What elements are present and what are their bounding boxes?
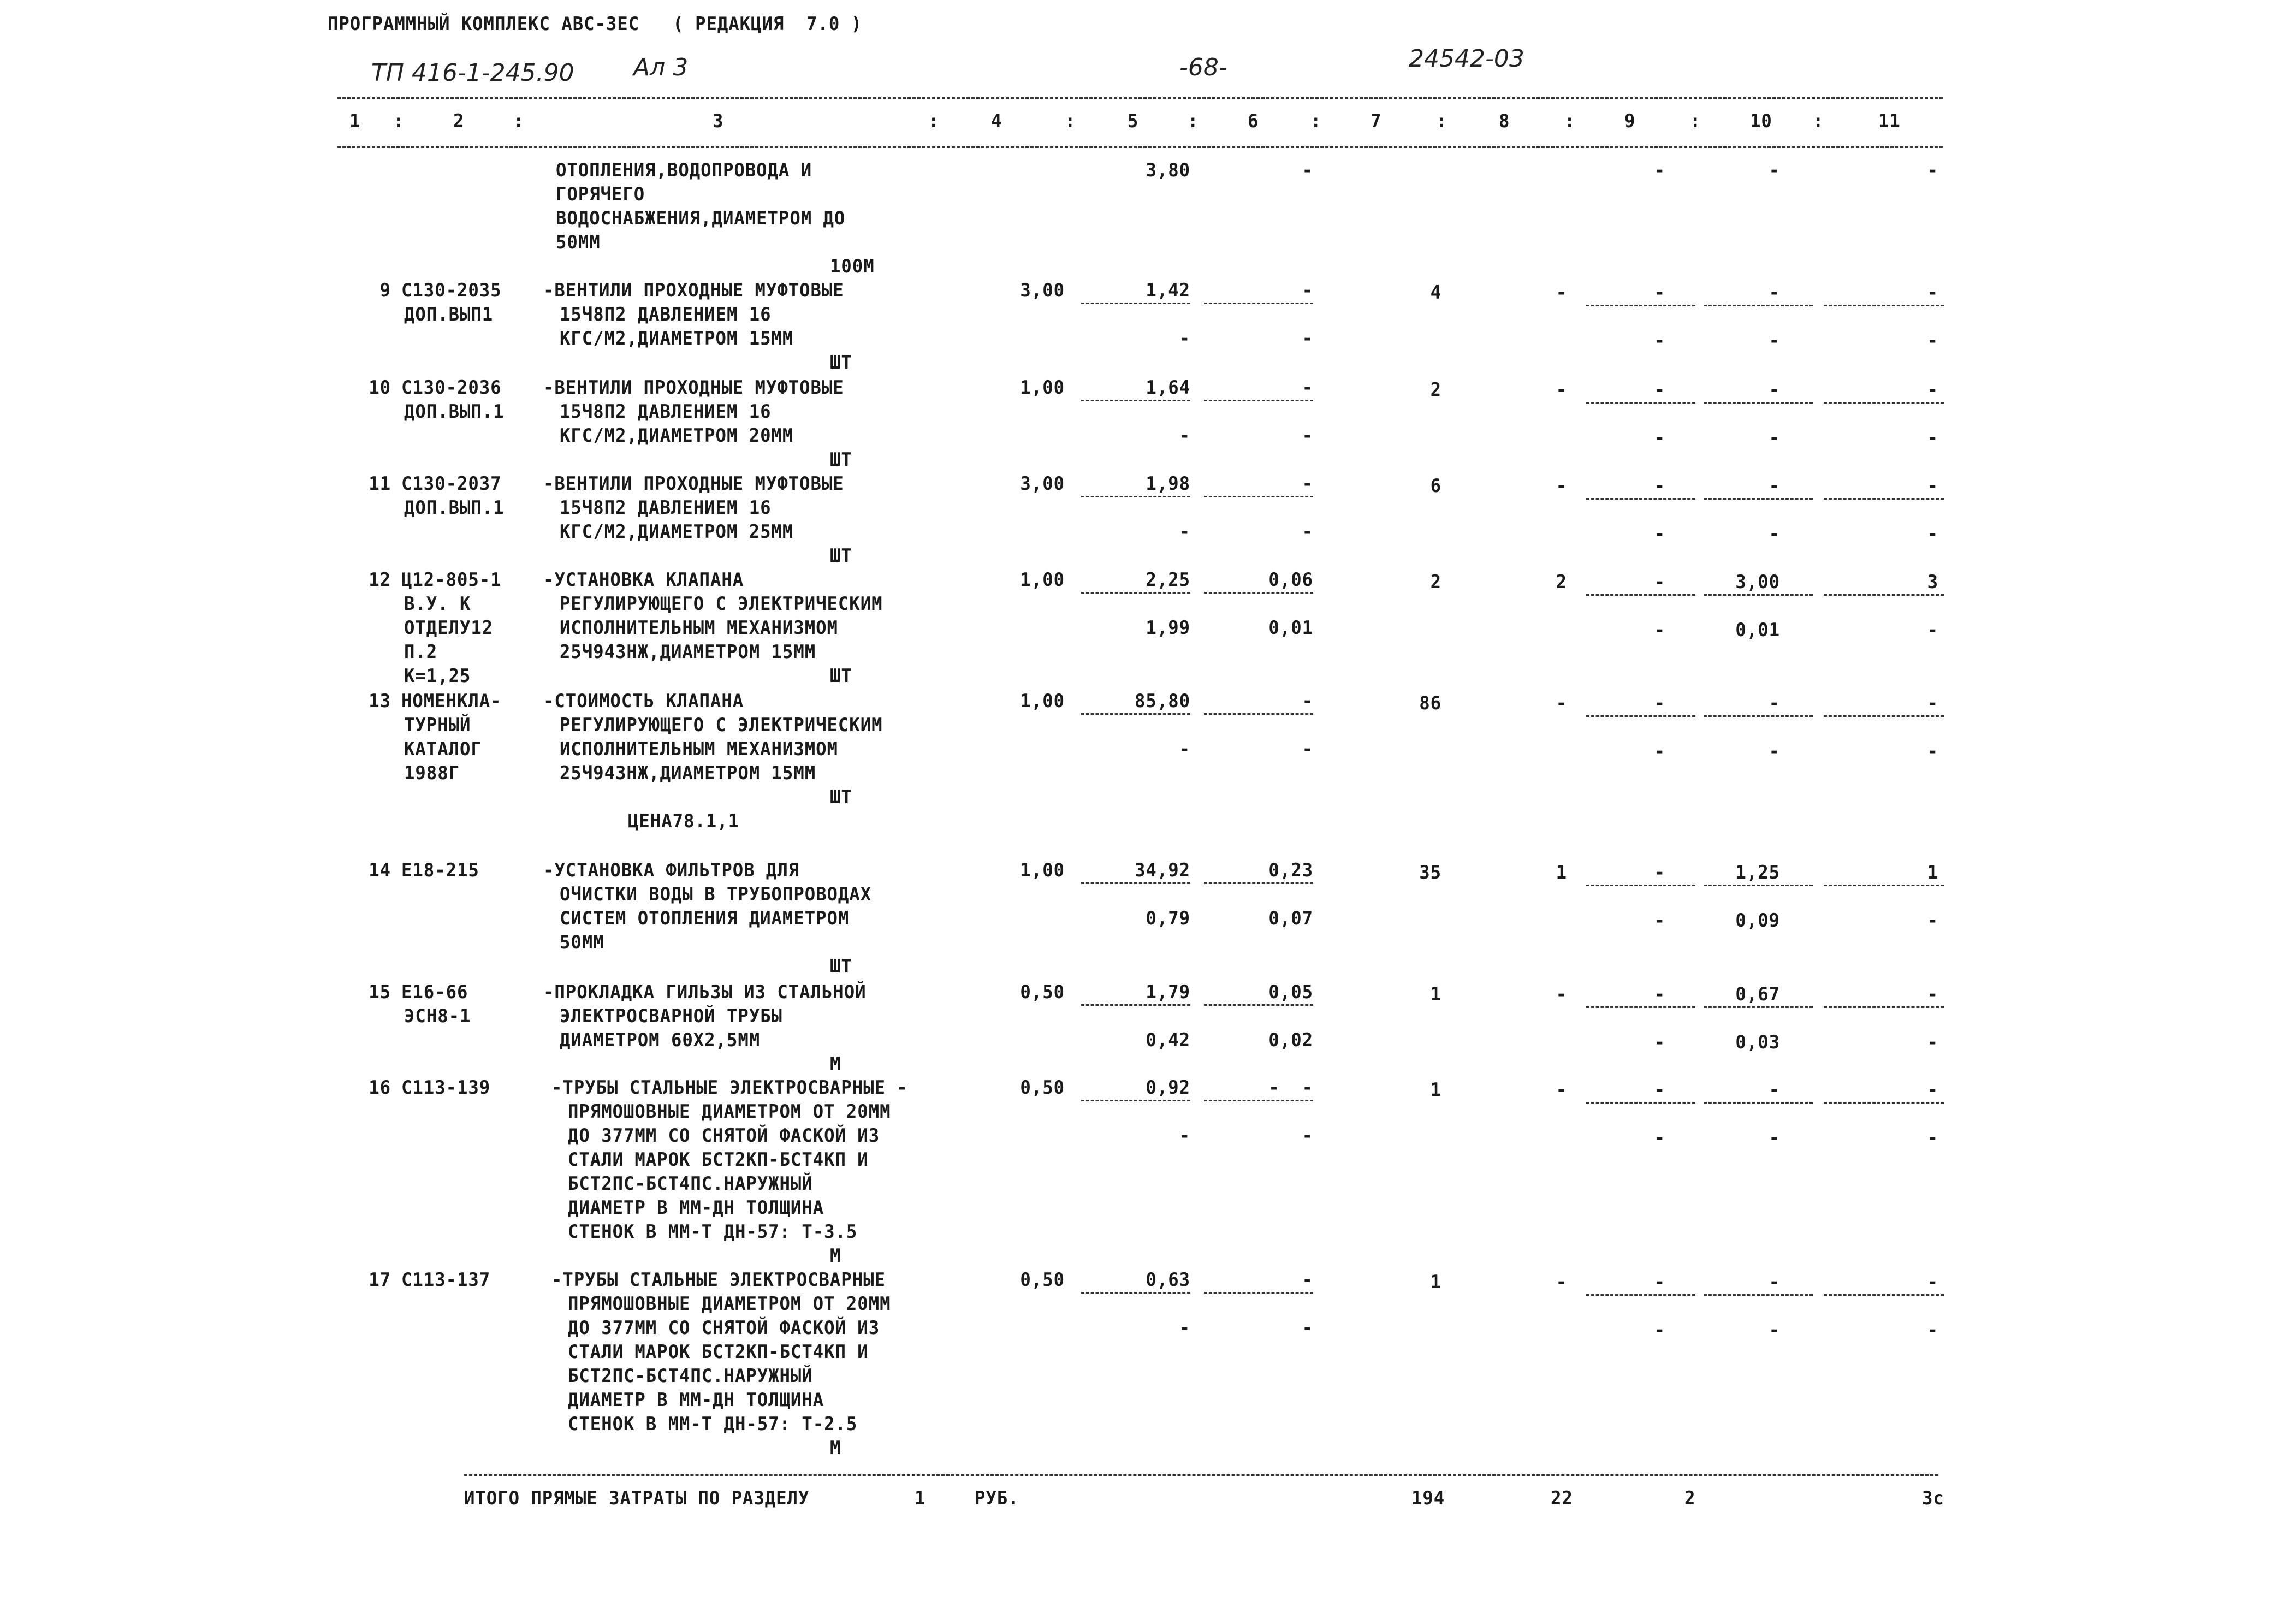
value-col11-sub: - xyxy=(1927,523,1938,545)
sub-rule xyxy=(1204,592,1313,594)
value-col10-sub: - xyxy=(1769,740,1780,762)
rate-code-line: К=1,25 xyxy=(404,665,471,687)
value-col10-sub: 0,03 xyxy=(1735,1031,1780,1053)
sub-rule xyxy=(1586,402,1695,404)
description-line: -УСТАНОВКА ФИЛЬТРОВ ДЛЯ xyxy=(543,859,800,881)
sub-rule xyxy=(1704,402,1813,404)
value-col6-sub: - xyxy=(1302,1317,1313,1339)
description-line: 50ММ xyxy=(556,232,601,253)
rate-code-line: 1988Г xyxy=(404,762,460,784)
value-col10-sub: 0,01 xyxy=(1735,619,1780,641)
total-section: 1 xyxy=(915,1487,926,1509)
value-col7: 86 xyxy=(1419,692,1441,714)
sub-rule xyxy=(1081,1100,1190,1101)
description-line: 25Ч943НЖ,ДИАМЕТРОМ 15ММ xyxy=(560,641,816,663)
column-separator: : xyxy=(393,110,405,132)
sub-rule xyxy=(1204,400,1313,401)
sub-rule xyxy=(1081,1292,1190,1294)
value-col8: - xyxy=(1556,1079,1567,1101)
rate-code: Ц12-805-1 xyxy=(401,569,502,591)
value-col9: - xyxy=(1654,1271,1665,1293)
rate-code-line: ОТДЕЛУ12 xyxy=(404,617,494,639)
value-col5-sub: 0,42 xyxy=(1146,1029,1190,1051)
description-line: СТЕНОК В ММ-Т ДН-57: Т-3.5 xyxy=(568,1221,858,1243)
description-line: РЕГУЛИРУЮЩЕГО С ЭЛЕКТРИЧЕСКИМ xyxy=(560,593,883,615)
value-col11: - xyxy=(1927,282,1938,304)
description-line: 25Ч943НЖ,ДИАМЕТРОМ 15ММ xyxy=(560,762,816,784)
value-col9-sub: - xyxy=(1654,619,1665,641)
sub-rule xyxy=(1704,498,1813,500)
total-col7: 194 xyxy=(1411,1487,1445,1509)
value-col5-sub: 0,79 xyxy=(1146,908,1190,929)
value-col7: 1 xyxy=(1430,1079,1441,1101)
column-number: 2 xyxy=(453,110,465,132)
value-col4: 1,00 xyxy=(1020,377,1065,399)
description-line: ДО 377ММ СО СНЯТОЙ ФАСКОЙ ИЗ xyxy=(568,1317,880,1339)
value-col5: 3,80 xyxy=(1146,159,1190,181)
total-rule xyxy=(464,1474,1938,1476)
value-col5: 85,80 xyxy=(1135,690,1190,712)
value-col8: 2 xyxy=(1556,571,1567,593)
rate-code: С130-2037 xyxy=(401,473,502,495)
value-col6: - - xyxy=(1268,1077,1313,1099)
value-col5-sub: - xyxy=(1179,328,1190,349)
rate-code: Е18-215 xyxy=(401,859,479,881)
description-line: ДИАМЕТР В ММ-ДН ТОЛЩИНА xyxy=(568,1389,824,1411)
value-col11: - xyxy=(1927,1271,1938,1293)
value-col10: - xyxy=(1769,1271,1780,1293)
description-line: РЕГУЛИРУЮЩЕГО С ЭЛЕКТРИЧЕСКИМ xyxy=(560,714,883,736)
value-col9: - xyxy=(1654,379,1665,401)
rate-code: НОМЕНКЛА- xyxy=(401,690,502,712)
description-line: ДИАМЕТР В ММ-ДН ТОЛЩИНА xyxy=(568,1197,824,1219)
sub-rule xyxy=(1704,1102,1813,1104)
column-separator: : xyxy=(1065,110,1076,132)
column-number: 3 xyxy=(713,110,724,132)
value-col5: 1,42 xyxy=(1146,280,1190,301)
value-col11-sub: - xyxy=(1927,910,1938,932)
sub-rule xyxy=(1586,594,1695,596)
value-col9-sub: - xyxy=(1654,427,1665,449)
header-top-rule xyxy=(337,97,1943,99)
sub-rule xyxy=(1704,715,1813,717)
value-col9-sub: - xyxy=(1654,523,1665,545)
rate-code-line: ТУРНЫЙ xyxy=(404,714,471,736)
column-number: 6 xyxy=(1248,110,1259,132)
value-col11-sub: - xyxy=(1927,619,1938,641)
sub-rule xyxy=(1081,1004,1190,1006)
description-line: 50ММ xyxy=(560,932,604,953)
value-col4: 1,00 xyxy=(1020,569,1065,591)
row-number: 12 xyxy=(369,569,391,591)
value-col10: - xyxy=(1769,379,1780,401)
description-line: -ВЕНТИЛИ ПРОХОДНЫЕ МУФТОВЫЕ xyxy=(543,377,844,399)
sub-rule xyxy=(1081,400,1190,401)
sub-rule xyxy=(1081,496,1190,497)
rate-code-line: ЭСН8-1 xyxy=(404,1005,471,1027)
description-line: БСТ2ПС-БСТ4ПС.НАРУЖНЫЙ xyxy=(568,1365,813,1387)
description-line: 15Ч8П2 ДАВЛЕНИЕМ 16 xyxy=(560,304,772,325)
value-col9: - xyxy=(1654,159,1665,181)
sub-rule xyxy=(1704,885,1813,886)
value-col9-sub: - xyxy=(1654,1319,1665,1341)
value-col5-sub: - xyxy=(1179,1125,1190,1147)
value-col9: - xyxy=(1654,862,1665,883)
total-col8: 22 xyxy=(1551,1487,1573,1509)
value-col8: - xyxy=(1556,692,1567,714)
unit-label: М xyxy=(830,1053,841,1075)
program-header: ПРОГРАММНЫЙ КОМПЛЕКС АВС-3ЕС ( РЕДАКЦИЯ 7.0 ) xyxy=(328,13,863,35)
description-line: -ПРОКЛАДКА ГИЛЬЗЫ ИЗ СТАЛЬНОЙ xyxy=(543,981,867,1003)
value-col11: - xyxy=(1927,692,1938,714)
description-line: -СТОИМОСТЬ КЛАПАНА xyxy=(543,690,744,712)
value-col6: - xyxy=(1302,473,1313,495)
description-line: ПРЯМОШОВНЫЕ ДИАМЕТРОМ ОТ 20ММ xyxy=(568,1293,891,1315)
unit-label: 100М xyxy=(830,256,875,277)
value-col8: - xyxy=(1556,1271,1567,1293)
unit-label: М xyxy=(830,1245,841,1267)
value-col10: - xyxy=(1769,1079,1780,1101)
description-line: ДИАМЕТРОМ 60Х2,5ММ xyxy=(560,1029,761,1051)
value-col9: - xyxy=(1654,571,1665,593)
value-col11-sub: - xyxy=(1927,1127,1938,1149)
description-line: КГС/М2,ДИАМЕТРОМ 20ММ xyxy=(560,425,794,447)
value-col10: 0,67 xyxy=(1735,983,1780,1005)
row-number: 14 xyxy=(369,859,391,881)
value-col4: 0,50 xyxy=(1020,1077,1065,1099)
value-col8: - xyxy=(1556,282,1567,304)
description-line: БСТ2ПС-БСТ4ПС.НАРУЖНЫЙ xyxy=(568,1173,813,1195)
description-line: -УСТАНОВКА КЛАПАНА xyxy=(543,569,744,591)
value-col6: - xyxy=(1302,377,1313,399)
value-col6: 0,23 xyxy=(1268,859,1313,881)
rate-code-line: П.2 xyxy=(404,641,438,663)
value-col6-sub: - xyxy=(1302,1125,1313,1147)
row-number: 15 xyxy=(369,981,391,1003)
value-col10: 3,00 xyxy=(1735,571,1780,593)
sub-rule xyxy=(1824,305,1944,306)
rate-code-line: ДОП.ВЫП.1 xyxy=(404,497,505,519)
value-col10: - xyxy=(1769,159,1780,181)
value-col6-sub: 0,07 xyxy=(1268,908,1313,929)
value-col6: 0,06 xyxy=(1268,569,1313,591)
sub-rule xyxy=(1704,1006,1813,1008)
value-col4: 0,50 xyxy=(1020,1269,1065,1291)
sub-rule xyxy=(1204,1004,1313,1006)
column-number: 1 xyxy=(349,110,361,132)
value-col7: 1 xyxy=(1430,1271,1441,1293)
value-col5: 2,25 xyxy=(1146,569,1190,591)
column-separator: : xyxy=(1310,110,1322,132)
column-separator: : xyxy=(928,110,940,132)
sub-rule xyxy=(1081,303,1190,304)
rate-code: С130-2036 xyxy=(401,377,502,399)
unit-label: ШТ xyxy=(830,352,852,373)
column-number: 11 xyxy=(1878,110,1901,132)
value-col8: - xyxy=(1556,983,1567,1005)
value-col11: - xyxy=(1927,475,1938,497)
description-line: -ТРУБЫ СТАЛЬНЫЕ ЭЛЕКТРОСВАРНЫЕ - xyxy=(551,1077,908,1099)
value-col10: 1,25 xyxy=(1735,862,1780,883)
row-number: 10 xyxy=(369,377,391,399)
value-col4: 1,00 xyxy=(1020,690,1065,712)
sub-rule xyxy=(1586,715,1695,717)
document-code: 24542-03 xyxy=(1409,45,1524,73)
column-separator: : xyxy=(1564,110,1576,132)
sub-rule xyxy=(1204,1292,1313,1294)
value-col4: 0,50 xyxy=(1020,981,1065,1003)
sub-rule xyxy=(1204,713,1313,715)
column-number: 7 xyxy=(1371,110,1382,132)
value-col10-sub: - xyxy=(1769,330,1780,352)
value-col5: 1,79 xyxy=(1146,981,1190,1003)
value-col8: 1 xyxy=(1556,862,1567,883)
row-number: 11 xyxy=(369,473,391,495)
value-col10-sub: 0,09 xyxy=(1735,910,1780,932)
value-col9-sub: - xyxy=(1654,1031,1665,1053)
value-col11-sub: - xyxy=(1927,740,1938,762)
value-col10: - xyxy=(1769,475,1780,497)
column-separator: : xyxy=(1813,110,1824,132)
description-line: ПРЯМОШОВНЫЕ ДИАМЕТРОМ ОТ 20ММ xyxy=(568,1101,891,1123)
sub-rule xyxy=(1204,1100,1313,1101)
column-number: 10 xyxy=(1750,110,1772,132)
description-line: ВОДОСНАБЖЕНИЯ,ДИАМЕТРОМ ДО xyxy=(556,207,846,229)
sub-rule xyxy=(1081,592,1190,594)
unit-label: М xyxy=(830,1437,841,1459)
sub-rule xyxy=(1586,498,1695,500)
value-col11: 1 xyxy=(1927,862,1938,883)
column-separator: : xyxy=(1188,110,1199,132)
sub-rule xyxy=(1824,1006,1944,1008)
description-line: 15Ч8П2 ДАВЛЕНИЕМ 16 xyxy=(560,401,772,423)
value-col6-sub: 0,01 xyxy=(1268,617,1313,639)
row-number: 17 xyxy=(369,1269,391,1291)
sub-rule xyxy=(1081,882,1190,884)
sub-rule xyxy=(1704,305,1813,306)
value-col6-sub: - xyxy=(1302,738,1313,760)
sub-rule xyxy=(1586,305,1695,306)
value-col5: 1,98 xyxy=(1146,473,1190,495)
value-col6-sub: - xyxy=(1302,425,1313,447)
value-col9-sub: - xyxy=(1654,740,1665,762)
album-number: Ал 3 xyxy=(633,54,689,81)
unit-label: ШТ xyxy=(830,665,852,687)
header-bottom-rule xyxy=(337,146,1943,148)
description-line: КГС/М2,ДИАМЕТРОМ 25ММ xyxy=(560,521,794,543)
sub-rule xyxy=(1824,1102,1944,1104)
value-col5: 1,64 xyxy=(1146,377,1190,399)
column-number: 9 xyxy=(1624,110,1636,132)
description-line: КГС/М2,ДИАМЕТРОМ 15ММ xyxy=(560,328,794,349)
value-col6: - xyxy=(1302,690,1313,712)
column-number: 4 xyxy=(991,110,1002,132)
value-col9-sub: - xyxy=(1654,330,1665,352)
value-col5-sub: - xyxy=(1179,1317,1190,1339)
value-col6: - xyxy=(1302,159,1313,181)
sub-rule xyxy=(1204,303,1313,304)
description-line: ИСПОЛНИТЕЛЬНЫМ МЕХАНИЗМОМ xyxy=(560,738,838,760)
description-line: ОЧИСТКИ ВОДЫ В ТРУБОПРОВОДАХ xyxy=(560,883,872,905)
value-col5: 34,92 xyxy=(1135,859,1190,881)
unit-label: ШТ xyxy=(830,449,852,471)
value-col5: 0,92 xyxy=(1146,1077,1190,1099)
column-separator: : xyxy=(513,110,525,132)
value-col11-sub: - xyxy=(1927,1031,1938,1053)
rate-code: Е16-66 xyxy=(401,981,468,1003)
value-col11: - xyxy=(1927,159,1938,181)
value-col8: - xyxy=(1556,475,1567,497)
value-col6-sub: - xyxy=(1302,521,1313,543)
unit-label: ШТ xyxy=(830,956,852,977)
row-number: 13 xyxy=(369,690,391,712)
total-col9: 2 xyxy=(1684,1487,1696,1509)
sub-rule xyxy=(1586,1294,1695,1296)
row-number: 9 xyxy=(379,280,391,301)
column-number: 8 xyxy=(1499,110,1510,132)
page-number: -68- xyxy=(1179,54,1227,81)
value-col5-sub: - xyxy=(1179,738,1190,760)
value-col6-sub: 0,02 xyxy=(1268,1029,1313,1051)
row-number: 16 xyxy=(369,1077,391,1099)
value-col11-sub: - xyxy=(1927,427,1938,449)
sub-rule xyxy=(1824,885,1944,886)
description-line: -ВЕНТИЛИ ПРОХОДНЫЕ МУФТОВЫЕ xyxy=(543,280,844,301)
column-number: 5 xyxy=(1128,110,1139,132)
total-col11: 3с xyxy=(1922,1487,1944,1509)
total-label: ИТОГО ПРЯМЫЕ ЗАТРАТЫ ПО РАЗДЕЛУ xyxy=(464,1487,810,1509)
total-currency: РУБ. xyxy=(975,1487,1019,1509)
column-separator: : xyxy=(1436,110,1447,132)
value-col5-sub: - xyxy=(1179,425,1190,447)
value-col6: - xyxy=(1302,1269,1313,1291)
value-col7: 35 xyxy=(1419,862,1441,883)
value-col7: 6 xyxy=(1430,475,1441,497)
description-line: 15Ч8П2 ДАВЛЕНИЕМ 16 xyxy=(560,497,772,519)
description-line: -ТРУБЫ СТАЛЬНЫЕ ЭЛЕКТРОСВАРНЫЕ xyxy=(551,1269,886,1291)
value-col10-sub: - xyxy=(1769,1127,1780,1149)
description-line: СТАЛИ МАРОК БСТ2КП-БСТ4КП И xyxy=(568,1341,869,1363)
description-line: ИСПОЛНИТЕЛЬНЫМ МЕХАНИЗМОМ xyxy=(560,617,838,639)
sub-rule xyxy=(1824,1294,1944,1296)
value-col11: - xyxy=(1927,983,1938,1005)
value-col10-sub: - xyxy=(1769,1319,1780,1341)
sub-rule xyxy=(1704,1294,1813,1296)
unit-label: ШТ xyxy=(830,786,852,808)
value-col9: - xyxy=(1654,983,1665,1005)
sub-rule xyxy=(1586,1102,1695,1104)
value-col5: 0,63 xyxy=(1146,1269,1190,1291)
value-col9-sub: - xyxy=(1654,1127,1665,1149)
price-reference: ЦЕНА78.1,1 xyxy=(628,810,739,832)
rate-code: С113-137 xyxy=(401,1269,491,1291)
value-col11: - xyxy=(1927,1079,1938,1101)
value-col10: - xyxy=(1769,282,1780,304)
description-line: СТЕНОК В ММ-Т ДН-57: Т-2.5 xyxy=(568,1413,858,1435)
sub-rule xyxy=(1824,715,1944,717)
sub-rule xyxy=(1824,594,1944,596)
value-col11: 3 xyxy=(1927,571,1938,593)
value-col10: - xyxy=(1769,692,1780,714)
value-col7: 1 xyxy=(1430,983,1441,1005)
rate-code-line: ДОП.ВЫП1 xyxy=(404,304,494,325)
description-line: ГОРЯЧЕГО xyxy=(556,183,645,205)
sub-rule xyxy=(1824,402,1944,404)
rate-code-line: ДОП.ВЫП.1 xyxy=(404,401,505,423)
rate-code: С113-139 xyxy=(401,1077,491,1099)
value-col10-sub: - xyxy=(1769,523,1780,545)
value-col9: - xyxy=(1654,1079,1665,1101)
value-col11-sub: - xyxy=(1927,1319,1938,1341)
value-col6: 0,05 xyxy=(1268,981,1313,1003)
value-col9: - xyxy=(1654,692,1665,714)
description-line: ОТОПЛЕНИЯ,ВОДОПРОВОДА И xyxy=(556,159,812,181)
value-col8: - xyxy=(1556,379,1567,401)
value-col9-sub: - xyxy=(1654,910,1665,932)
value-col4: 1,00 xyxy=(1020,859,1065,881)
value-col9: - xyxy=(1654,475,1665,497)
rate-code: С130-2035 xyxy=(401,280,502,301)
value-col4: 3,00 xyxy=(1020,473,1065,495)
value-col4: 3,00 xyxy=(1020,280,1065,301)
description-line: СИСТЕМ ОТОПЛЕНИЯ ДИАМЕТРОМ xyxy=(560,908,850,929)
value-col6: - xyxy=(1302,280,1313,301)
value-col6-sub: - xyxy=(1302,328,1313,349)
rate-code-line: КАТАЛОГ xyxy=(404,738,482,760)
sub-rule xyxy=(1586,1006,1695,1008)
sub-rule xyxy=(1204,882,1313,884)
sub-rule xyxy=(1204,496,1313,497)
sub-rule xyxy=(1586,885,1695,886)
sub-rule xyxy=(1704,594,1813,596)
rate-code-line: В.У. К xyxy=(404,593,471,615)
value-col5-sub: - xyxy=(1179,521,1190,543)
project-number: ТП 416-1-245.90 xyxy=(371,59,574,87)
value-col5-sub: 1,99 xyxy=(1146,617,1190,639)
value-col10-sub: - xyxy=(1769,427,1780,449)
unit-label: ШТ xyxy=(830,545,852,567)
description-line: ЭЛЕКТРОСВАРНОЙ ТРУБЫ xyxy=(560,1005,782,1027)
sub-rule xyxy=(1081,713,1190,715)
value-col7: 2 xyxy=(1430,379,1441,401)
value-col11-sub: - xyxy=(1927,330,1938,352)
value-col9: - xyxy=(1654,282,1665,304)
value-col7: 4 xyxy=(1430,282,1441,304)
value-col11: - xyxy=(1927,379,1938,401)
description-line: ДО 377ММ СО СНЯТОЙ ФАСКОЙ ИЗ xyxy=(568,1125,880,1147)
description-line: СТАЛИ МАРОК БСТ2КП-БСТ4КП И xyxy=(568,1149,869,1171)
column-separator: : xyxy=(1690,110,1701,132)
value-col7: 2 xyxy=(1430,571,1441,593)
description-line: -ВЕНТИЛИ ПРОХОДНЫЕ МУФТОВЫЕ xyxy=(543,473,844,495)
sub-rule xyxy=(1824,498,1944,500)
